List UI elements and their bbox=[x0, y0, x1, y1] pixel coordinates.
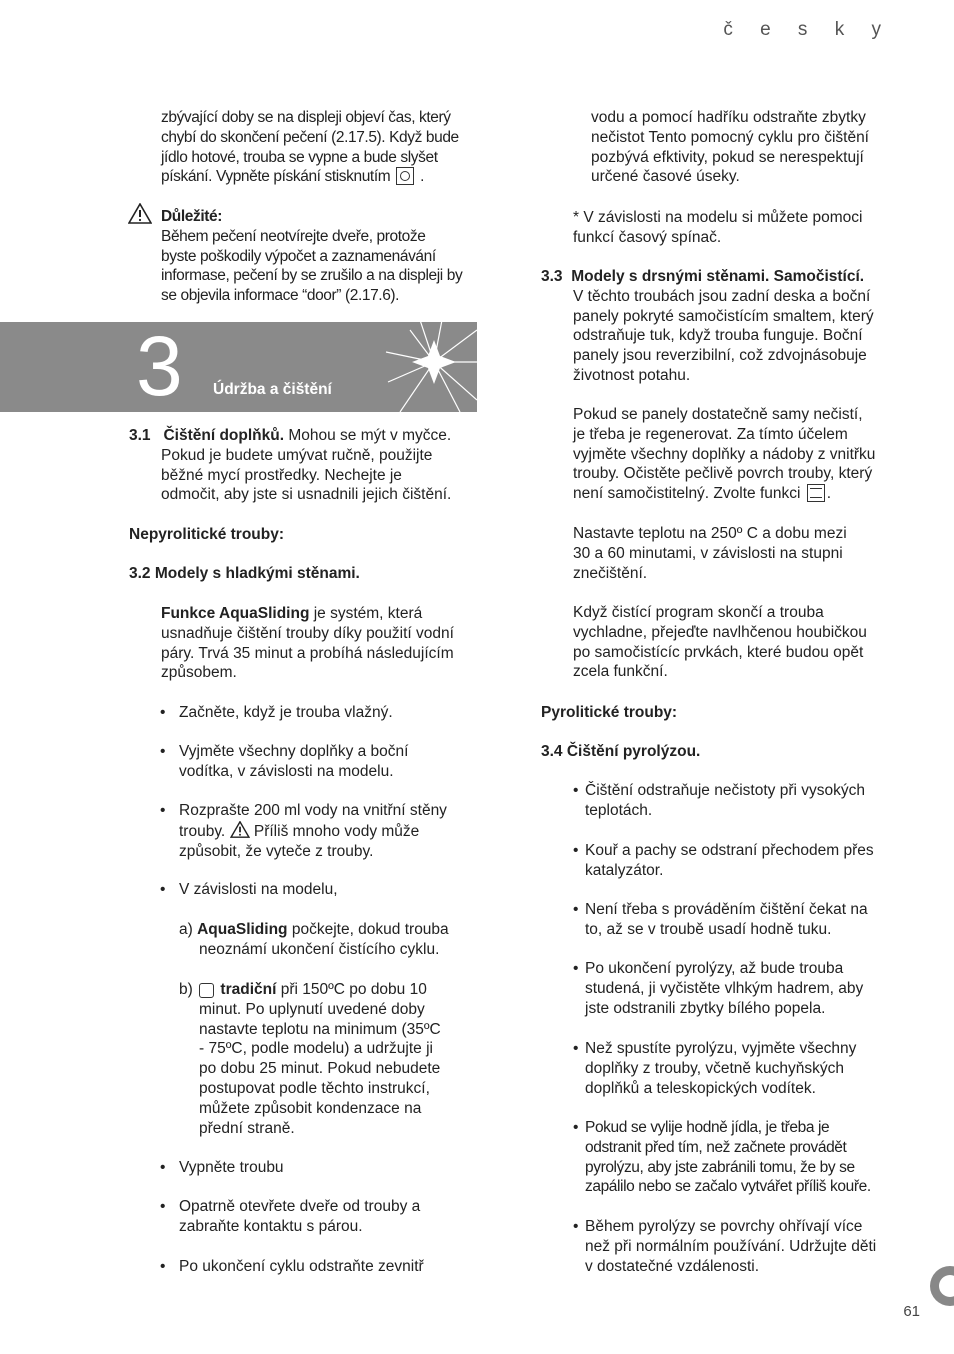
list-item: • V závislosti na modelu, bbox=[160, 881, 338, 898]
sub-item-a: a) AquaSliding počkejte, dokud trouba neoznámí ukončení čistícího cyklu. bbox=[179, 921, 449, 958]
clock-icon bbox=[396, 167, 414, 185]
top-bottom-heat-icon bbox=[807, 484, 825, 502]
nonpyro-heading: Nepyrolitické trouby: bbox=[129, 526, 285, 543]
list-item: • Během pyrolýzy se povrchy ohřívají více než při normálním používání. Udržujte děti v dostatečné vzdálenosti. bbox=[573, 1218, 877, 1275]
list-item: • Po ukončení pyrolýzy, až bude trouba studená, ji vyčistěte vlhkým hadrem, aby jste odstranili zbytky bílého popela. bbox=[573, 960, 864, 1017]
sub-item-b: b) tradiční při 150ºC po dobu 10 minut. Po uplynutí uvedené doby nastavte teplotu na minimum (35ºC - 75ºC, podle modelu) a udržujte ji po dobu 25 minut. Pokud nebudete postupovat podle těchto instrukcí, můžete způsobit kondenzace na přední straně. bbox=[179, 981, 441, 1137]
page-tab-marker bbox=[930, 1266, 954, 1306]
intro-paragraph: zbývající doby se na displeji objeví čas, který chybí do skončení pečení (2.17.5). Když bude jídlo hotové, trouba se vypne a bude slyšet pískání. Vypněte pískání stisknutím . bbox=[161, 109, 459, 186]
list-item: • Opatrně otevřete dveře od trouby a zabraňte kontaktu s párou. bbox=[160, 1198, 421, 1235]
pyro-heading: Pyrolitické trouby: bbox=[541, 704, 678, 721]
section-3-4-heading: 3.4 Čištění pyrolýzou. bbox=[541, 743, 701, 760]
continued-paragraph: vodu a pomocí hadříku odstraňte zbytky nečistot Tento pomocný cyklu pro čištění pozbývá efktivity, pokud se nerespektují určené časové úseky. bbox=[591, 109, 869, 186]
aquasliding-paragraph: Funkce AquaSliding je systém, která usnadňuje čištění trouby díky použití vodní páry. Trvá 35 minut a probíhá následujícím způsobem. bbox=[161, 605, 454, 682]
timer-note: * V závislosti na modelu si můžete pomoci funkcí časový spínač. bbox=[573, 209, 863, 246]
section-3-2-heading: 3.2 Modely s hladkými stěnami. bbox=[129, 565, 360, 582]
list-item: • Rozprašte 200 ml vody na vnitřní stěny trouby. Příliš mnoho vody může způsobit, že vyteče z trouby. bbox=[160, 802, 447, 860]
list-item: • Začněte, když je trouba vlažný. bbox=[160, 704, 393, 721]
section-3-3: 3.3 Modely s drsnými stěnami. Samočistící. V těchto troubách jsou zadní deska a boční panely pokryté samočistícím smaltem, který odstraňuje tuk, když trouba funguje. Boční panely jsou reverzibilní, což zdvojnásobuje životnost potahu. bbox=[541, 268, 874, 384]
list-item: • Vypněte troubu bbox=[160, 1159, 284, 1176]
list-item: • Není třeba s prováděním čištění čekat na to, až se v troubě usadí hodně tuku. bbox=[573, 901, 868, 938]
list-item: • Vyjměte všechny doplňky a boční vodítka, v závislosti na modelu. bbox=[160, 743, 409, 780]
cooling-paragraph: Když čistící program skončí a trouba vychladne, přejeďte navlhčenou houbičkou po samočistícíc prvkách, které budou opět zcela funkční. bbox=[573, 604, 867, 681]
warning-icon bbox=[230, 821, 250, 838]
sparkle-icon bbox=[380, 322, 477, 412]
list-item: • Pokud se vylije hodně jídla, je třeba je odstranit před tím, než začnete provádět pyrolýzu, aby jste zabránili tomu, že by se zapálilo nebo se začalo vytvářet příliš kouře. bbox=[573, 1119, 871, 1196]
warning-icon bbox=[128, 203, 152, 224]
list-item: • Než spustíte pyrolýzu, vyjměte všechny doplňky z trouby, včetně kuchyňských doplňků a teleskopických vodítek. bbox=[573, 1040, 857, 1097]
regeneration-paragraph: Pokud se panely dostatečně samy nečistí, je třeba je regenerovat. Za tímto účelem vyjměte všechny doplňky a nádoby z vnitřku trouby. Očistěte pečlivě povrch trouby, který není samočistitelný. Zvolte funkci . bbox=[573, 406, 876, 503]
language-label: č e s k y bbox=[723, 19, 892, 40]
section-title: Údržba a čištění bbox=[213, 381, 332, 398]
list-item: • Po ukončení cyklu odstraňte zevnitř bbox=[160, 1258, 424, 1275]
list-item: • Kouř a pachy se odstraní přechodem přes katalyzátor. bbox=[573, 842, 874, 879]
conventional-heat-icon bbox=[199, 983, 214, 998]
important-note: Důležité: Během pečení neotvírejte dveře, protože byste poškodily výpočet a zaznamenávání informase, pečení by se zrušilo a na displeji by se objevila informace “door” (2.17.6). bbox=[161, 208, 463, 305]
page-number: 61 bbox=[903, 1303, 920, 1320]
temperature-paragraph: Nastavte teplotu na 250º C a dobu mezi 30 a 60 minutami, v závislosti na stupni znečištění. bbox=[573, 525, 847, 582]
section-banner bbox=[0, 322, 477, 412]
list-item: • Čištění odstraňuje nečistoty při vysokých teplotách. bbox=[573, 782, 865, 819]
section-3-1: 3.1 Čištění doplňků. Mohou se mýt v myčce. Pokud je budete umývat ručně, použijte běžné mycí prostředky. Nechejte je odmočit, aby jste si usnadnili jejich čištění. bbox=[129, 427, 452, 504]
section-number: 3 bbox=[136, 322, 183, 412]
